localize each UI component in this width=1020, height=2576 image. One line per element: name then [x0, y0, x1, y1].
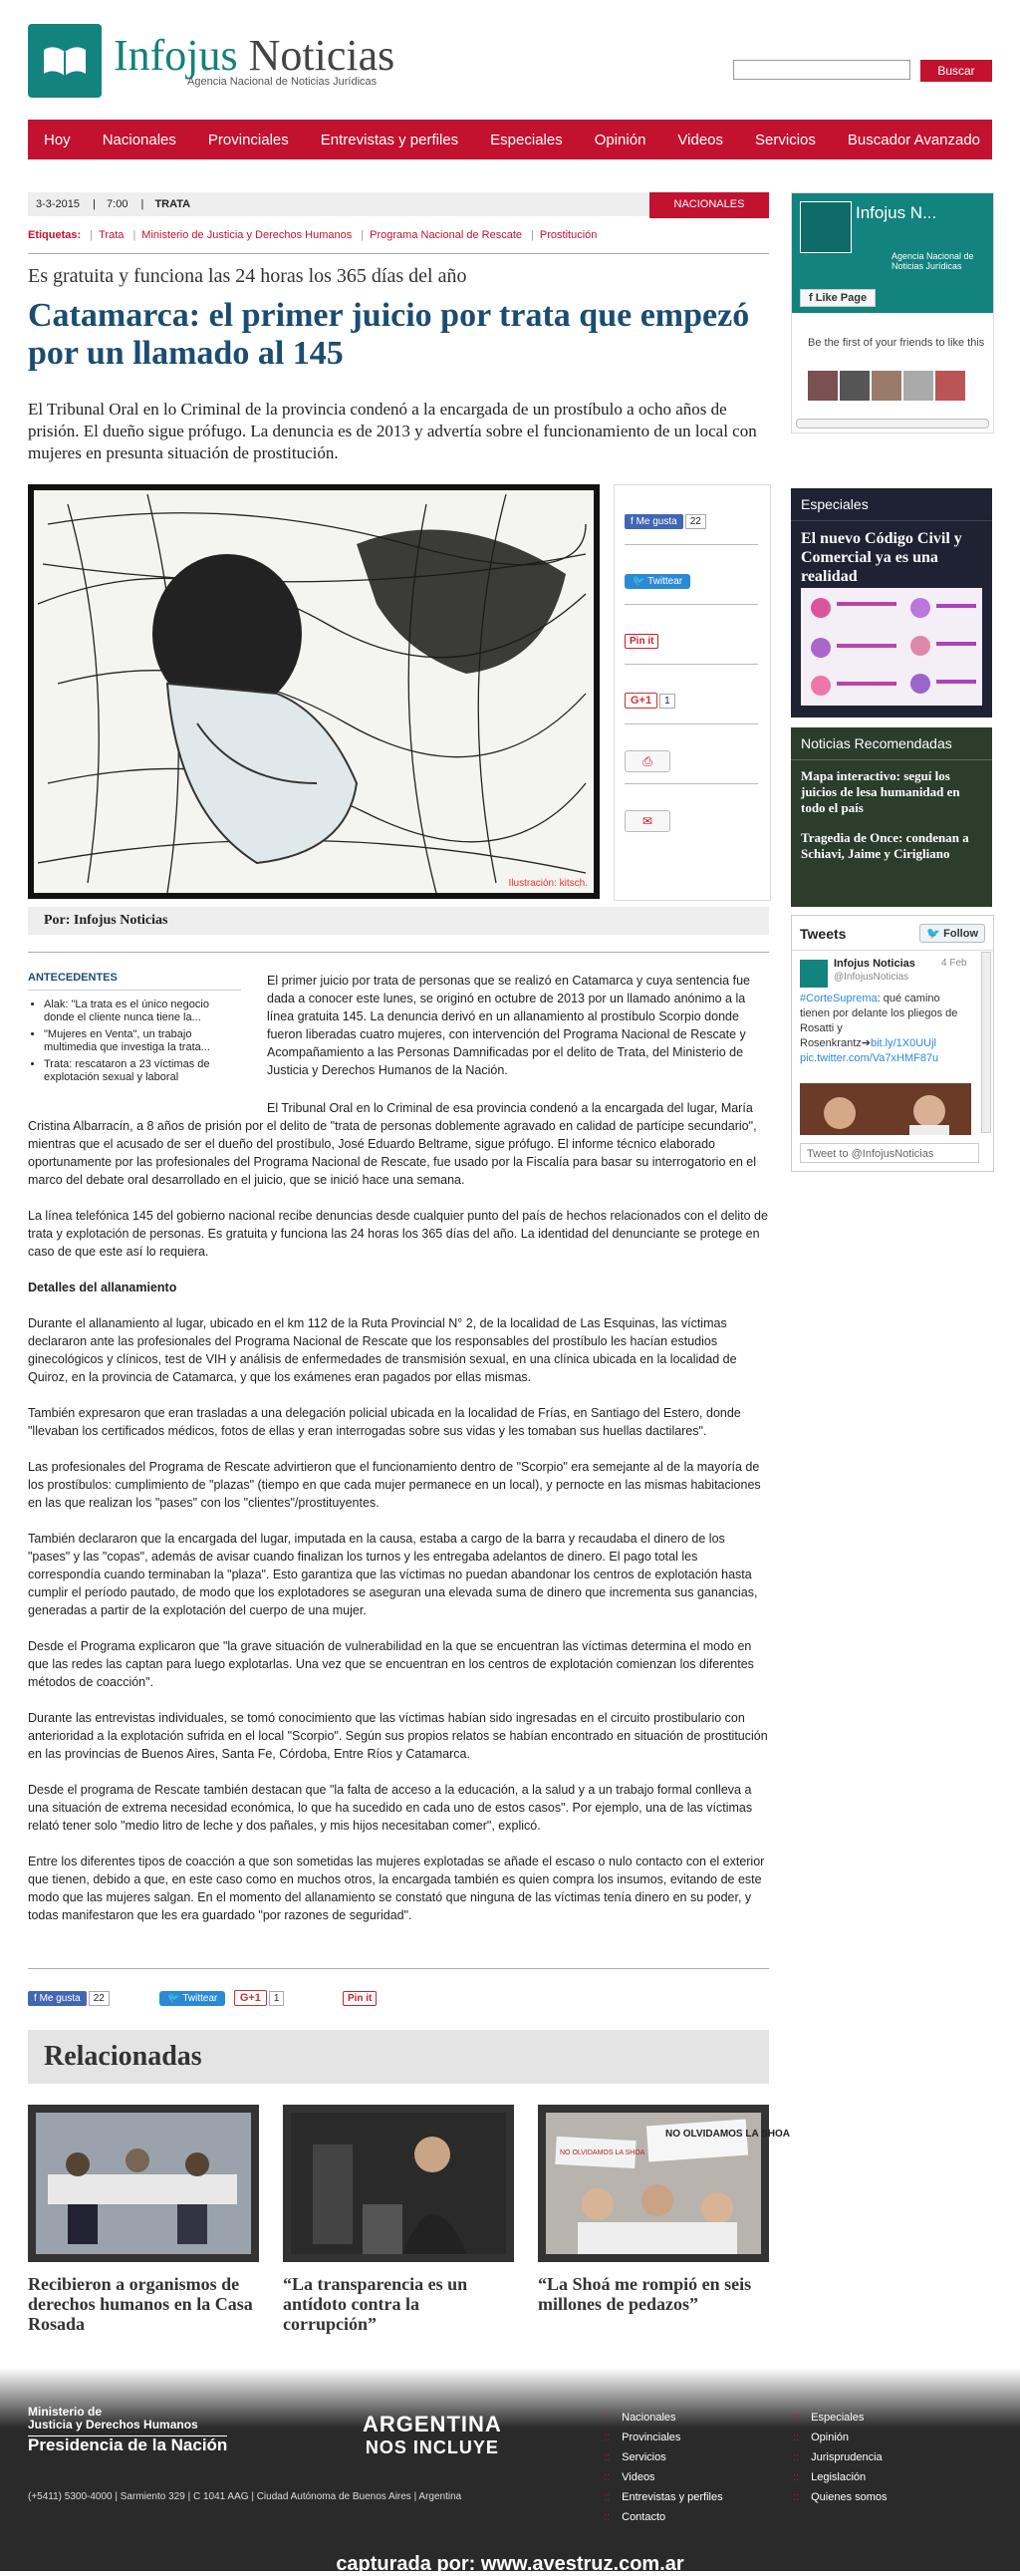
footer-link[interactable]: :: Opinión [793, 2428, 888, 2447]
nav-item-opinion[interactable]: Opinión [594, 131, 646, 148]
subheading: Detalles del allanamiento [28, 1281, 177, 1294]
article-body [28, 1099, 769, 1942]
recomendadas-box [791, 727, 992, 907]
paragraph: El primer juicio por trata de personas que se realizó en Catamarca y cuya sentencia fue dada a conocer este lunes, se originó en octubre de 2013 por un llamado anónimo a la línea gratuita 145. La denuncia derivó en un allanamiento al prostíbulo Scorpio donde fueron liberadas cuatro mujeres, con intervención del Programa Nacional de Rescate y Acompañamiento a las Personas Damnificadas por el delito de Trata, del Ministerio de Justicia y Derechos Humanos de la Nación. [267, 974, 750, 1077]
paragraph: Durante las entrevistas individuales, se tomó conocimiento que las víctimas habían sido ingresadas en el circuito prostibulario con anterioridad a la explotación sufrida en el local "Scorpio". Según sus propios relatos se habían encontrado en situación de prostitución en las provincias de Buenos Aires, Santa Fe, Córdoba, Entre Ríos y Catamarca. [28, 1711, 768, 1761]
recomendada-link[interactable]: Tragedia de Once: condenan a Schiavi, Jaime y Cirigliano [801, 830, 969, 861]
tag-link[interactable]: Programa Nacional de Rescate [370, 229, 522, 241]
gplus-count: 1 [269, 1991, 285, 2006]
footer-link[interactable]: :: Nacionales [604, 2408, 723, 2428]
share-bar-bottom [28, 1988, 769, 2012]
search-button[interactable]: Buscar [920, 60, 992, 82]
avatar[interactable] [840, 371, 870, 401]
related-title: Relacionadas [44, 2041, 202, 2072]
gplus-share [625, 665, 758, 724]
article-time: 7:00 [107, 198, 128, 210]
antecedente-link[interactable]: • "Mujeres en Venta", un trabajo multimedia que investiga la trata... [44, 1028, 241, 1054]
main-nav [28, 120, 992, 159]
sign-text: NO OLVIDAMOS LA SHOA [560, 2149, 645, 2156]
divider [28, 1968, 769, 1969]
section-tab[interactable]: NACIONALES [649, 192, 769, 218]
nav-item-hoy[interactable]: Hoy [44, 131, 71, 148]
twitter-share [625, 545, 758, 605]
facebook-friends-text: Be the first of your friends to like this [808, 337, 985, 349]
twitter-widget [791, 915, 994, 1172]
footer-links-col2 [793, 2408, 888, 2507]
nav-item-provinciales[interactable]: Provinciales [207, 131, 289, 148]
tag-link[interactable]: Ministerio de Justicia y Derechos Humanos [141, 229, 353, 241]
argentina-slogan: ARGENTINA NOS INCLUYE [363, 2412, 502, 2457]
especiales-box [791, 488, 992, 717]
pinterest-share [625, 605, 758, 665]
paragraph: También declararon que la encargada del lugar, imputada en la causa, estaba a cargo de la barra y recaudaba el dinero de los "pases" y las "copas", además de avisar cuando finalizan los turnos y les entregaba adelantos de dinero. El pago total les correspondía cuando terminaban la "plaza". Esto garantiza que las víctimas no puedan abandonar los centros de explotación hasta cumplir el período pautado, de modo que los explotadores se aseguran una elevada suma de dinero que incrementa sus ganancias, generadas a partir de la explotación del cuerpo de una mujer. [28, 1532, 758, 1617]
print-row [625, 724, 758, 784]
paragraph: Desde el Programa explicaron que "la grave situación de vulnerabilidad en la que se encuentran las víctimas determina el modo en que las redes las captan para luego explotarlas. Una vez que se encuentran en los centros de explotación comienzan los diferentes métodos de coacción". [28, 1639, 754, 1689]
tweet-date[interactable]: 4 Feb [941, 958, 967, 969]
print-icon[interactable]: ⎙ [625, 750, 670, 772]
ministry-logo[interactable]: Ministerio de Justicia y Derechos Humanos Presidencia de la Nación [28, 2405, 228, 2454]
horizontal-scrollbar[interactable] [796, 419, 989, 429]
tweet-handle[interactable]: @InfojusNoticias [834, 972, 909, 983]
footer-link[interactable]: :: Legislación [793, 2467, 888, 2487]
facebook-page-banner[interactable] [792, 193, 993, 313]
site-footer [0, 2368, 1020, 2571]
antecedentes-title: ANTECEDENTES [28, 972, 241, 991]
facebook-widget [791, 192, 994, 433]
like-count: 22 [685, 514, 706, 529]
nav-item-entrevistas[interactable]: Entrevistas y perfiles [320, 131, 459, 148]
paragraph: Desde el programa de Rescate también destacan que "la falta de acceso a la educación, a la salud y a un trabajo formal conlleva a una situación de extrema necesidad económica, lo que ha sucedido en cada uno de estos casos". Por ejemplo, una de las víctimas relató tener solo "medio litro de leche y dos pañales, y mis hijos necesitaban comer", explicó. [28, 1783, 753, 1833]
paragraph: La línea telefónica 145 del gobierno nacional recibe denuncias desde cualquier punto del país de hechos relacionados con el delito de trata y explotación de personas. Es gratuita y funciona las 24 horas los 365 días del año. La identidad del denunciante se protege en caso de que este así lo requiera. [28, 1209, 768, 1259]
friend-avatars [808, 371, 965, 401]
article-illustration[interactable] [28, 484, 600, 899]
antecedente-link[interactable]: • Alak: "La trata es el único negocio donde el cliente nunca tiene la... [44, 999, 241, 1024]
follow-button[interactable]: 🐦 Follow [919, 924, 985, 943]
email-icon[interactable]: ✉ [625, 810, 670, 832]
recomendadas-title: Noticias Recomendadas [791, 727, 992, 760]
avatar[interactable] [808, 371, 838, 401]
nav-item-nacionales[interactable]: Nacionales [102, 131, 176, 148]
footer-link[interactable]: :: Quienes somos [793, 2487, 888, 2507]
especiales-headline[interactable]: El nuevo Código Civil y Comercial ya es una realidad [801, 530, 962, 585]
antecedente-link[interactable]: • Trata: rescataron a 23 víctimas de explotación sexual y laboral [44, 1058, 241, 1084]
paragraph: Durante el allanamiento al lugar, ubicado en el km 112 de la Ruta Provincial N° 2, de la localidad de Las Esquinas, las víctimas declararon ante las profesionales del Programa Nacional de Rescate que los responsables del prostíbulo les hacían estudios ginecológicos y clínicos, test de VIH y análisis de enfermedades de transmisión sexual, en una clínica ubicada en la localidad de Quiroz, en la provincia de Catamarca, y que los exámenes eran pagados por ellas mismas. [28, 1316, 737, 1384]
facebook-share [625, 485, 758, 545]
logo-tagline: Agencia Nacional de Noticias Jurídicas [187, 76, 378, 88]
vertical-scrollbar[interactable] [981, 952, 991, 1133]
paragraph: También expresaron que eran trasladas a una delegación policial ubicada en la localidad de Frías, en Santiago del Estero, donde "llevaban los certificados médicos, fotos de ellas y eran interrogadas sobre sus vidas y les tomaban sus huellas dactilares". [28, 1406, 741, 1438]
byline-bar [28, 907, 769, 935]
tags-bar: Etiquetas: | Trata | Ministerio de Justicia y Derechos Humanos | Programa Nacional de Rescate | Prostitución [28, 229, 598, 241]
footer-link[interactable]: :: Provinciales [604, 2428, 723, 2447]
paragraph: Entre los diferentes tipos de coacción a que son sometidas las mujeres explotadas se añade el escaso o nulo contacto con el exterior que tienen, debido a que, en este caso como en muchos otros, la encargada también es quien compra los insumos, evitando de este modo que las mujeres salgan. En el momento del allanamiento se constató que ninguna de las víctimas tenía dinero en su poder, y todas manifestaron que les era guardado "por razones de seguridad". [28, 1855, 765, 1922]
tweet-button[interactable]: 🐦 Twittear [159, 1991, 225, 2006]
facebook-like-button[interactable]: f Me gusta [28, 1991, 87, 2006]
antecedentes-list [28, 999, 241, 1084]
nav-item-servicios[interactable]: Servicios [755, 131, 816, 148]
tweet-link[interactable]: bit.ly/1X0UUjl [870, 1037, 937, 1049]
article-dateline: 3-3-2015 | 7:00 | TRATA [28, 192, 769, 216]
tweet-text: #CorteSuprema: qué camino tienen por delante los pliegos de Rosatti y Rosenkrantz➔bit.ly/1X0UUjl pic.twitter.com/Va7xHMF87u [800, 992, 971, 1066]
tweet-link[interactable]: pic.twitter.com/Va7xHMF87u [800, 1052, 939, 1064]
article-headline: Catamarca: el primer juicio por trata que empezó por un llamado al 145 [28, 297, 750, 372]
paragraph: El Tribunal Oral en lo Criminal de esa provincia condenó a la encargada del lugar, María Cristina Albarracín, a 8 años de prisión por el delito de "trata de personas doblemente agravado en calidad de partícipe secundario", mientras que el acusado de ser el dueño del prostíbulo, José Eduardo Beltrame, sigue prófugo. El informe técnico elaborado oportunamente por las profesionales del Programa Nacional de Rescate, fue usado por la Fiscalía para basar su interrogatorio en el marco del debate oral desarrollado en el juicio, que se inició hace una semana. [28, 1101, 757, 1187]
like-count: 22 [89, 1991, 110, 2006]
article-date: 3-3-2015 [36, 198, 81, 210]
footer-link[interactable]: :: Jurisprudencia [793, 2447, 888, 2467]
logo-wordmark[interactable]: Infojus Noticias [114, 31, 395, 80]
avatar[interactable] [903, 371, 933, 401]
tweet-media[interactable] [800, 1083, 971, 1135]
logo-book-icon[interactable] [28, 24, 102, 98]
site-header [28, 20, 992, 100]
gplus-count: 1 [659, 694, 675, 709]
tags-label: Etiquetas: [28, 229, 82, 241]
facebook-like-page-button[interactable]: f Like Page [800, 289, 876, 307]
gplus-button[interactable]: G+1 [234, 1990, 267, 2006]
related-caption[interactable]: “La Shoá me rompió en seis millones de pedazos” [538, 2274, 752, 2314]
nav-item-especiales[interactable]: Especiales [490, 131, 563, 148]
capture-watermark: capturada por: www.avestruz.com.ar [336, 2553, 684, 2575]
footer-links-col1 [604, 2408, 723, 2527]
recomendada-link[interactable]: Mapa interactivo: seguí los juicios de lesa humanidad en todo el país [801, 768, 960, 815]
facebook-like-button[interactable]: f Me gusta [625, 514, 683, 529]
pin-it-button[interactable]: Pin it [625, 634, 658, 649]
article-kicker: Es gratuita y funciona las 24 horas los 365 días del año [28, 265, 467, 287]
tweet-avatar[interactable] [800, 960, 828, 988]
antecedentes-box [28, 972, 241, 1088]
divider [28, 253, 769, 254]
tweet-hashtag[interactable]: #CorteSuprema [800, 993, 878, 1004]
illustration-image [28, 484, 600, 899]
related-thumbnail[interactable] [283, 2105, 514, 2262]
facebook-page-sub: Agencia Nacional de Noticias Jurídicas [892, 251, 974, 271]
related-thumbnail[interactable] [28, 2105, 259, 2262]
gplus-button[interactable]: G+1 [625, 693, 657, 709]
related-item[interactable] [28, 2105, 259, 2334]
page-logo-icon [800, 201, 852, 253]
footer-link[interactable]: :: Contacto [604, 2507, 723, 2527]
footer-link[interactable]: :: Videos [604, 2467, 723, 2487]
avatar[interactable] [935, 371, 965, 401]
email-row [625, 784, 758, 844]
photo-credit: Ilustración: kitsch. [508, 878, 588, 889]
pin-it-button[interactable]: Pin it [343, 1991, 377, 2006]
tag-link[interactable]: Prostitución [539, 229, 598, 241]
article-lead: El Tribunal Oral en lo Criminal de la provincia condenó a la encargada de un prostíbulo a ocho años de prisión. El dueño sigue prófugo. La denuncia es de 2013 y advertía sobre el funcionamiento de un local con mujeres en presunta situación de prostitución. [28, 400, 757, 462]
sign-text: NO OLVIDAMOS LA SHOA [665, 2129, 790, 2140]
search-input[interactable] [733, 60, 910, 80]
nav-item-videos[interactable]: Videos [677, 131, 724, 148]
footer-address: (+5411) 5300-4000 | Sarmiento 329 | C 1041 AAG | Ciudad Autónoma de Buenos Aires | Argentina [28, 2491, 462, 2502]
article-topic: TRATA [154, 198, 191, 210]
related-thumbnail[interactable] [538, 2105, 790, 2262]
footer-link[interactable]: :: Entrevistas y perfiles [604, 2487, 723, 2507]
related-header [28, 2030, 769, 2084]
article-intro [267, 972, 769, 1097]
footer-link[interactable]: :: Servicios [604, 2447, 723, 2467]
related-caption[interactable]: “La transparencia es un antídoto contra la corrupción” [283, 2274, 468, 2334]
tag-link[interactable]: Trata [99, 229, 125, 241]
share-sidebar [614, 484, 771, 901]
avatar[interactable] [872, 371, 901, 401]
related-item[interactable] [283, 2105, 514, 2334]
especiales-title[interactable]: Especiales [791, 488, 992, 521]
especiales-image[interactable] [801, 588, 982, 706]
tweets-title: Tweets [800, 926, 847, 942]
footer-link[interactable]: :: Especiales [793, 2408, 888, 2428]
nav-item-buscador[interactable]: Buscador Avanzado [847, 131, 981, 148]
paragraph: Las profesionales del Programa de Rescate advirtieron que el funcionamiento dentro de "Scorpio" era semejante al de la mayoría de los prostíbulos: cumplimiento de "plazas" (tiempo en que cada mujer permanece en un local), y pernocte en las mismas habitaciones en las que realizan los "pases" con los "clientes"/prostituyentes. [28, 1460, 761, 1510]
tweet-user[interactable]: Infojus Noticias [834, 958, 915, 970]
tweet-to-input[interactable]: Tweet to @InfojusNoticias [800, 1143, 979, 1163]
facebook-page-name[interactable]: Infojus N... [856, 203, 937, 222]
related-item[interactable] [538, 2105, 790, 2314]
byline: Por: Infojus Noticias [44, 913, 168, 928]
tweet-button[interactable]: 🐦 Twittear [625, 574, 690, 589]
divider [792, 950, 993, 951]
divider [28, 952, 769, 953]
related-caption[interactable]: Recibieron a organismos de derechos humanos en la Casa Rosada [28, 2274, 253, 2334]
